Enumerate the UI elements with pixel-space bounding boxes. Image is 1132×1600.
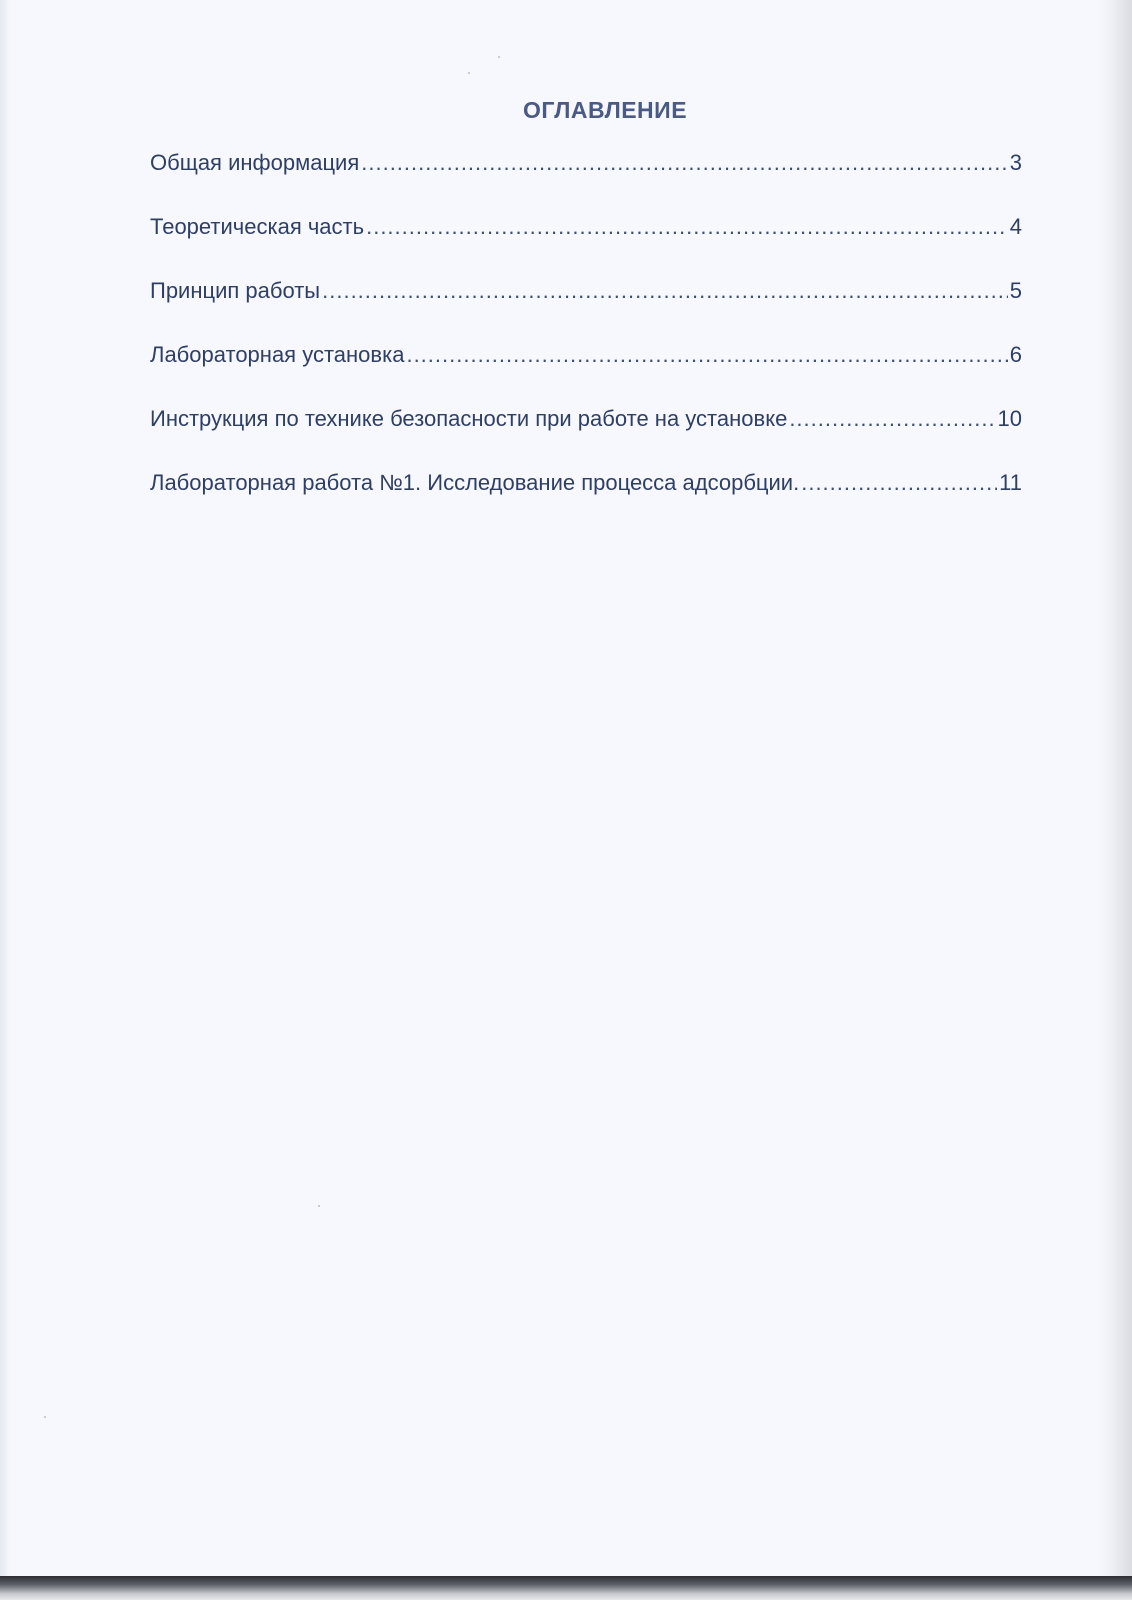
toc-page-number: 3	[1009, 150, 1022, 175]
toc-entry[interactable]	[150, 470, 1022, 534]
toc-entry-text: Лабораторная работа №1. Исследование процесса адсорбции.	[150, 470, 800, 495]
toc-dot-leader	[361, 150, 1008, 176]
toc-entry-text: Инструкция по технике безопасности при работе на установке	[150, 406, 788, 431]
toc-dot-leader	[801, 470, 997, 496]
toc-entry[interactable]	[150, 150, 1022, 214]
sheet-left-edge	[0, 0, 10, 1578]
toc-dot-leader	[789, 406, 995, 432]
toc-entry[interactable]	[150, 278, 1022, 342]
toc-dot-leader	[322, 278, 1008, 304]
page-title: ОГЛАВЛЕНИЕ	[522, 97, 688, 123]
toc-dot-leader	[366, 214, 1008, 240]
scan-speck	[44, 1416, 46, 1418]
toc-page-number: 4	[1009, 214, 1022, 239]
toc-entry-text: Принцип работы	[150, 278, 321, 303]
toc-entry[interactable]	[150, 406, 1022, 470]
toc-entry-text: Теоретическая часть	[150, 214, 365, 239]
table-of-contents	[150, 150, 1022, 534]
toc-dot-leader	[406, 342, 1007, 368]
toc-entry[interactable]	[150, 214, 1022, 278]
scan-bottom-edge	[0, 1576, 1132, 1600]
scan-speck	[318, 1205, 320, 1207]
toc-page-number: 10	[997, 406, 1022, 431]
toc-entry[interactable]	[150, 342, 1022, 406]
sheet-right-edge	[1098, 0, 1132, 1578]
toc-page-number: 6	[1009, 342, 1022, 367]
scan-speck	[468, 72, 470, 74]
toc-page-number: 11	[999, 470, 1022, 495]
toc-entry-text: Лабораторная установка	[150, 342, 405, 367]
scan-speck	[498, 56, 500, 58]
toc-entry-text: Общая информация	[150, 150, 360, 175]
toc-page-number: 5	[1009, 278, 1022, 303]
